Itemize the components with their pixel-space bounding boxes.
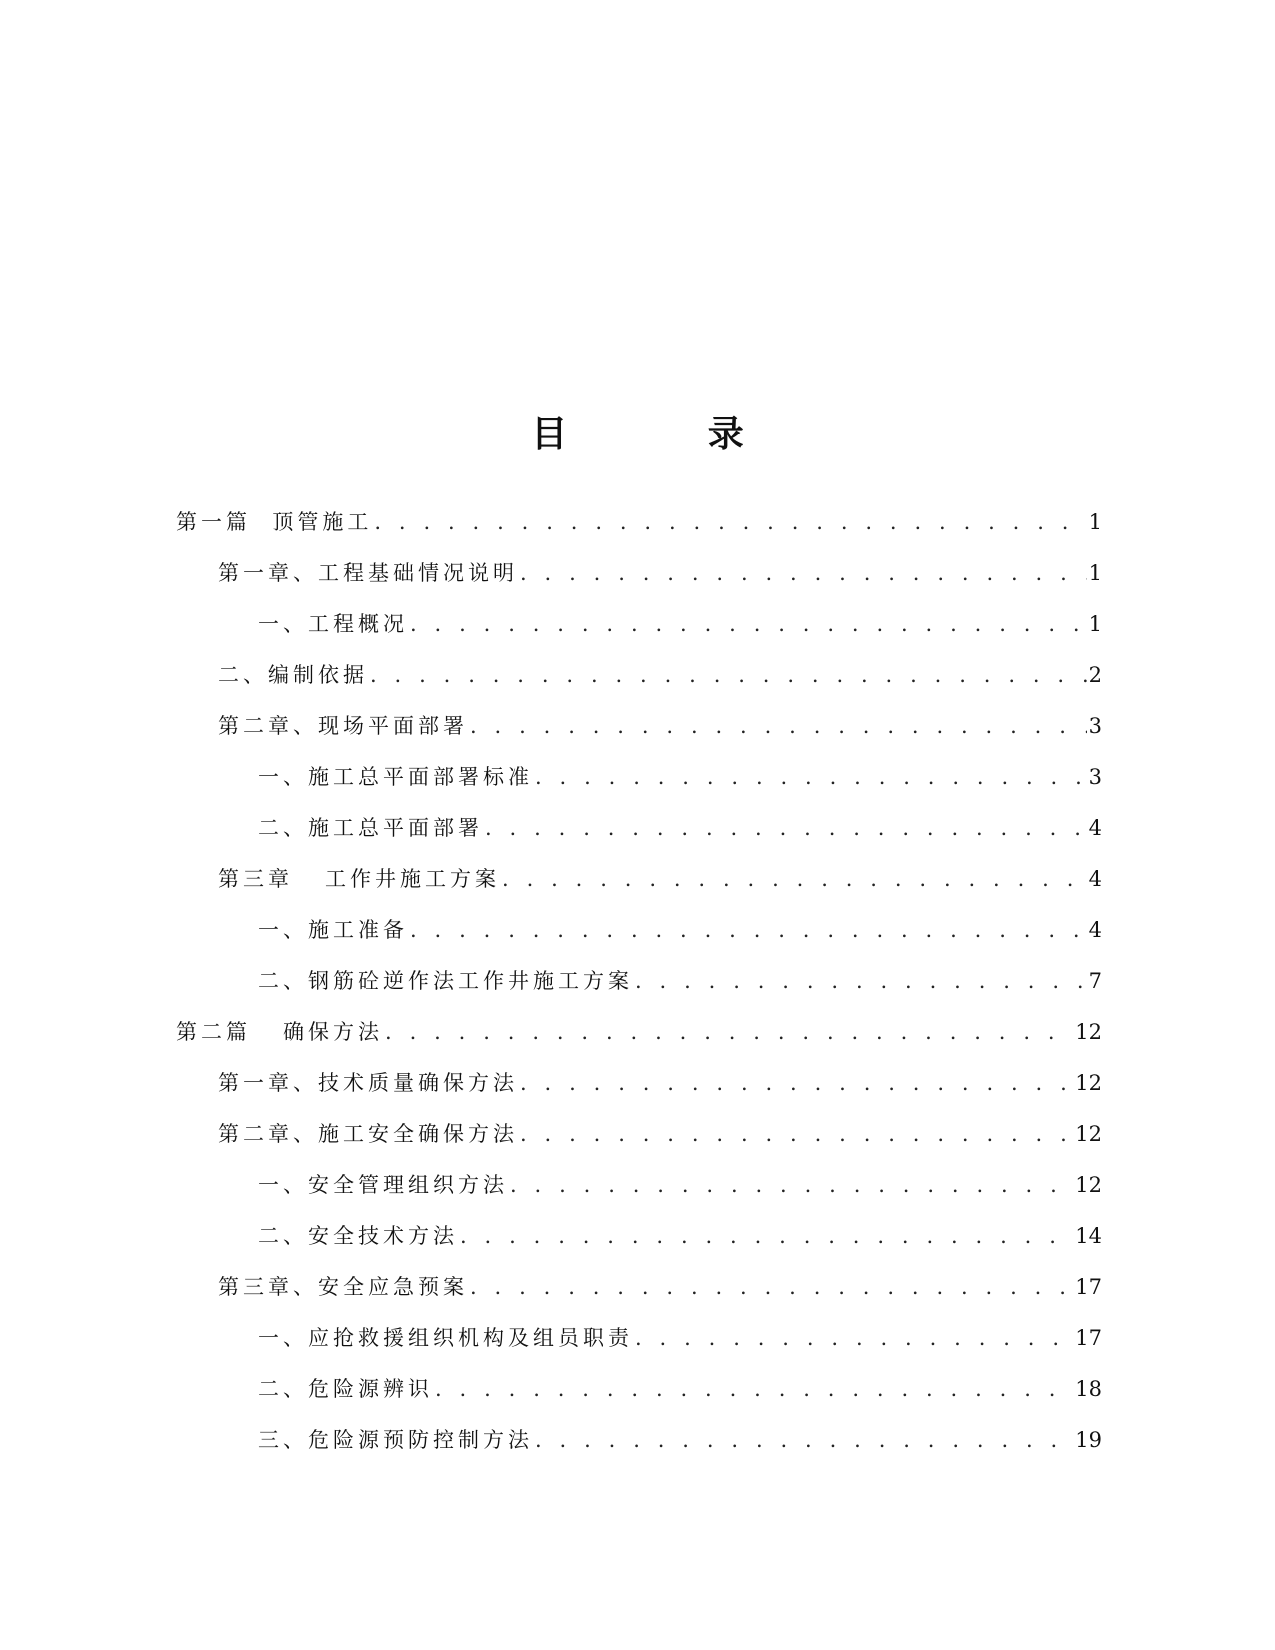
toc-entry[interactable] [176, 639, 1102, 690]
toc-entry[interactable] [176, 996, 1102, 1047]
toc-entry-label: 一、工程概况 [258, 612, 408, 636]
toc-dot-leader [502, 864, 1087, 894]
toc-dot-leader [635, 1323, 1073, 1353]
toc-entry-page-number: 12 [1075, 1122, 1102, 1146]
toc-entry[interactable] [176, 945, 1102, 996]
toc-entry-page-number: 2 [1088, 663, 1102, 687]
toc-entry-label: 第二章、施工安全确保方法 [218, 1122, 518, 1146]
toc-entry[interactable] [176, 486, 1102, 537]
toc-dot-leader [470, 1272, 1073, 1302]
toc-entry-page-number: 17 [1075, 1326, 1102, 1350]
toc-entry-label: 一、应抢救援组织机构及组员职责 [258, 1326, 633, 1350]
toc-entry-label: 第三章、安全应急预案 [218, 1275, 468, 1299]
toc-entry-page-number: 1 [1088, 612, 1102, 636]
toc-entry-page-number: 12 [1075, 1020, 1102, 1044]
toc-dot-leader [520, 1119, 1073, 1149]
toc-dot-leader [435, 1374, 1073, 1404]
toc-entry-label: 一、安全管理组织方法 [258, 1173, 508, 1197]
toc-dot-leader [460, 1221, 1073, 1251]
toc-entry-page-number: 3 [1088, 714, 1102, 738]
toc-entry[interactable] [176, 894, 1102, 945]
toc-entry[interactable] [176, 1200, 1102, 1251]
toc-entry-label: 第一篇 顶管施工 [176, 510, 373, 534]
toc-entry[interactable] [176, 1251, 1102, 1302]
toc-entry-page-number: 18 [1075, 1377, 1102, 1401]
toc-entry-label: 第二章、现场平面部署 [218, 714, 468, 738]
toc-title: 目 录 [531, 413, 808, 455]
toc-entry[interactable] [176, 690, 1102, 741]
toc-dot-leader [470, 711, 1087, 741]
toc-entry-page-number: 1 [1088, 510, 1102, 534]
toc-dot-leader [374, 507, 1086, 537]
toc-entry-page-number: 14 [1075, 1224, 1102, 1248]
toc-entry[interactable] [176, 792, 1102, 843]
toc-entry-label: 第一章、工程基础情况说明 [218, 561, 518, 585]
toc-entry-page-number: 12 [1075, 1071, 1102, 1095]
toc-entry-label: 二、编制依据 [218, 663, 368, 687]
toc-entry[interactable] [176, 537, 1102, 588]
toc-list [176, 486, 1102, 1455]
toc-entry-label: 第三章 工作井施工方案 [218, 867, 501, 891]
toc-dot-leader [535, 762, 1087, 792]
toc-entry[interactable] [176, 588, 1102, 639]
toc-entry-label: 一、施工准备 [258, 918, 408, 942]
toc-entry-label: 三、危险源预防控制方法 [258, 1428, 533, 1452]
toc-dot-leader [510, 1170, 1073, 1200]
toc-dot-leader [535, 1425, 1073, 1455]
toc-entry-label: 第二篇 确保方法 [176, 1020, 384, 1044]
toc-entry-label: 二、施工总平面部署 [258, 816, 483, 840]
toc-entry[interactable] [176, 1353, 1102, 1404]
toc-entry-label: 二、钢筋砼逆作法工作井施工方案 [258, 969, 633, 993]
toc-entry[interactable] [176, 1302, 1102, 1353]
toc-entry-page-number: 4 [1088, 867, 1102, 891]
toc-dot-leader [520, 1068, 1073, 1098]
toc-entry-page-number: 17 [1075, 1275, 1102, 1299]
toc-entry[interactable] [176, 1149, 1102, 1200]
toc-dot-leader [385, 1017, 1073, 1047]
toc-dot-leader [370, 660, 1087, 690]
toc-entry-page-number: 3 [1088, 765, 1102, 789]
toc-dot-leader [410, 609, 1087, 639]
toc-entry-label: 二、危险源辨识 [258, 1377, 433, 1401]
toc-entry-label: 一、施工总平面部署标准 [258, 765, 533, 789]
toc-dot-leader [635, 966, 1087, 996]
toc-entry-page-number: 4 [1088, 918, 1102, 942]
toc-entry-page-number: 19 [1075, 1428, 1102, 1452]
toc-entry-label: 第一章、技术质量确保方法 [218, 1071, 518, 1095]
toc-entry[interactable] [176, 741, 1102, 792]
toc-entry[interactable] [176, 843, 1102, 894]
toc-entry[interactable] [176, 1098, 1102, 1149]
toc-entry[interactable] [176, 1404, 1102, 1455]
toc-entry-page-number: 7 [1088, 969, 1102, 993]
toc-entry[interactable] [176, 1047, 1102, 1098]
toc-entry-page-number: 12 [1075, 1173, 1102, 1197]
toc-dot-leader [410, 915, 1087, 945]
toc-dot-leader [520, 558, 1087, 588]
toc-entry-label: 二、安全技术方法 [258, 1224, 458, 1248]
toc-dot-leader [485, 813, 1087, 843]
toc-entry-page-number: 1 [1088, 561, 1102, 585]
toc-entry-page-number: 4 [1088, 816, 1102, 840]
